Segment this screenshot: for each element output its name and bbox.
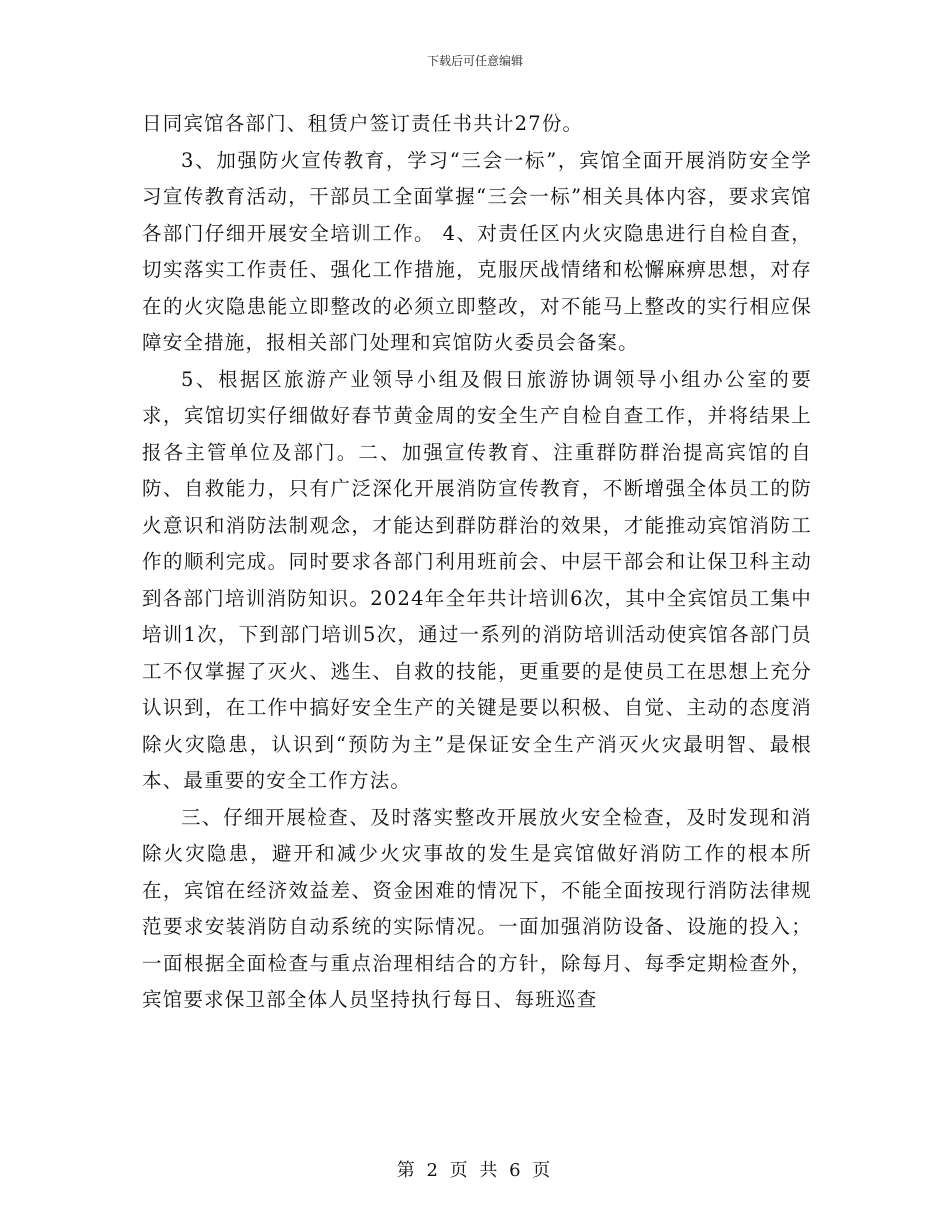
page-header-note: 下载后可任意编辑: [426, 54, 523, 68]
paragraph-3: 5、根据区旅游产业领导小组及假日旅游协调领导小组办公室的要求，宾馆切实仔细做好春节黄金周的安全生产自检自查工作，并将结果上报各主管单位及部门。二、加强宣传教育、注重群防群治提高宾馆的自防、自救能力，只有广泛深化开展消防宣传教育，不断增强全体员工的防火意识和消防法制观念，才能达到群防群治的效果，才能推动宾馆消防工作的顺利完成。同时要求各部门利用班前会、中层干部会和让保卫科主动到各部门培训消防知识。2024年全年共计培训6次，其中全宾馆员工集中培训1次，下到部门培训5次，通过一系列的消防培训活动使宾馆各部门员工不仅掌握了灭火、逃生、自救的技能，更重要的是使员工在思想上充分认识到，在工作中搞好安全生产的关键是要以积极、自觉、主动的态度消除火灾隐患，认识到“预防为主”是保证安全生产消灭火灾最明智、最根本、最重要的安全工作方法。: [142, 367, 812, 792]
paragraph-1: 日同宾馆各部门、租赁户签订责任书共计27份。: [142, 112, 584, 135]
page-number-footer: 第 2 页 共 6 页: [396, 1160, 554, 1181]
document-body: [142, 106, 812, 1019]
paragraph-2: 3、加强防火宣传教育，学习“三会一标”，宾馆全面开展消防安全学习宣传教育活动，干部员工全面掌握“三会一标”相关具体内容，要求宾馆各部门仔细开展安全培训工作。 4、对责任区内火灾隐患进行自检自查，切实落实工作责任、强化工作措施，克服厌战情绪和松懈麻痹思想，对存在的火灾隐患能立即整改的必须立即整改，对不能马上整改的实行相应保障安全措施，报相关部门处理和宾馆防火委员会备案。: [142, 148, 812, 354]
paragraph-4: 三、仔细开展检查、及时落实整改开展放火安全检查，及时发现和消除火灾隐患，避开和减少火灾事故的发生是宾馆做好消防工作的根本所在，宾馆在经济效益差、资金困难的情况下，不能全面按现行消防法律规范要求安装消防自动系统的实际情况。一面加强消防设备、设施的投入；一面根据全面检查与重点治理相结合的方针，除每月、每季定期检查外，宾馆要求保卫部全体人员坚持执行每日、每班巡查: [142, 805, 812, 1011]
